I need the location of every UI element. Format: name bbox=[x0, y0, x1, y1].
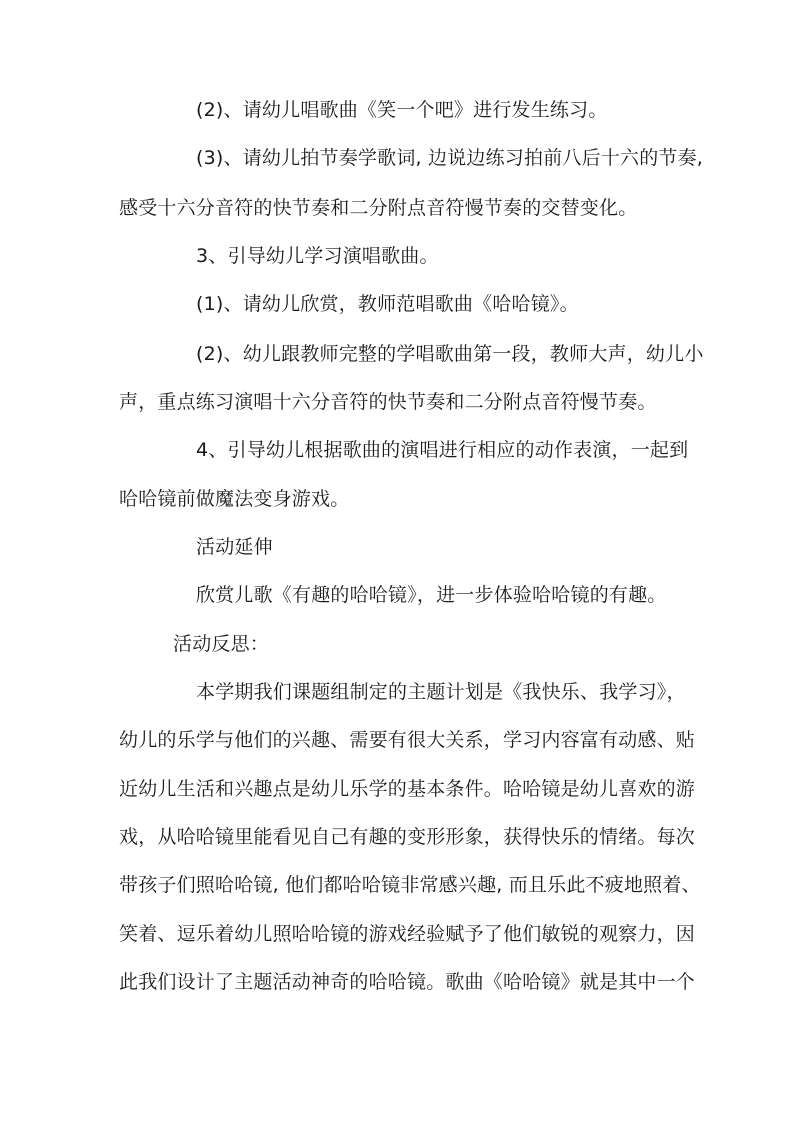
text-line: 戏，从哈哈镜里能看见自己有趣的变形形象，获得快乐的情绪。每次 bbox=[119, 826, 696, 848]
text-line: 4、引导幼儿根据歌曲的演唱进行相应的动作表演，一起到 bbox=[196, 439, 689, 461]
text-line: 带孩子们照哈哈镜, 他们都哈哈镜非常感兴趣, 而且乐此不疲地照着、 bbox=[119, 874, 701, 896]
section-heading-activity-extension: 活动延伸 bbox=[196, 536, 273, 558]
section-heading-activity-reflection: 活动反思： bbox=[173, 633, 270, 655]
text-line: 声，重点练习演唱十六分音符的快节奏和二分附点音符慢节奏。 bbox=[119, 391, 657, 413]
text-line: 哈哈镜前做魔法变身游戏。 bbox=[119, 488, 350, 510]
text-line: 欣赏儿歌《有趣的哈哈镜》，进一步体验哈哈镜的有趣。 bbox=[196, 584, 667, 606]
text-line: 幼儿的乐学与他们的兴趣、需要有很大关系，学习内容富有动感、贴 bbox=[119, 729, 696, 751]
text-line: 此我们设计了主题活动神奇的哈哈镜。歌曲《哈哈镜》就是其中一个 bbox=[119, 971, 696, 993]
text-line: 近幼儿生活和兴趣点是幼儿乐学的基本条件。哈哈镜是幼儿喜欢的游 bbox=[119, 778, 696, 800]
text-line: (2)、请幼儿唱歌曲《笑一个吧》进行发生练习。 bbox=[196, 99, 608, 121]
text-line: (2)、幼儿跟教师完整的学唱歌曲第一段，教师大声，幼儿小 bbox=[196, 343, 704, 365]
text-line: 本学期我们课题组制定的主题计划是《我快乐、我学习》， bbox=[196, 681, 686, 703]
text-line: 3、引导幼儿学习演唱歌曲。 bbox=[196, 245, 439, 267]
text-line: 笑着、逗乐着幼儿照哈哈镜的游戏经验赋予了他们敏锐的观察力，因 bbox=[119, 923, 696, 945]
text-line: (3)、请幼儿拍节奏学歌词, 边说边练习拍前八后十六的节奏, bbox=[196, 147, 704, 169]
text-line: 感受十六分音符的快节奏和二分附点音符慢节奏的交替变化。 bbox=[119, 197, 638, 219]
text-line: (1)、请幼儿欣赏，教师范唱歌曲《哈哈镜》。 bbox=[196, 293, 579, 315]
